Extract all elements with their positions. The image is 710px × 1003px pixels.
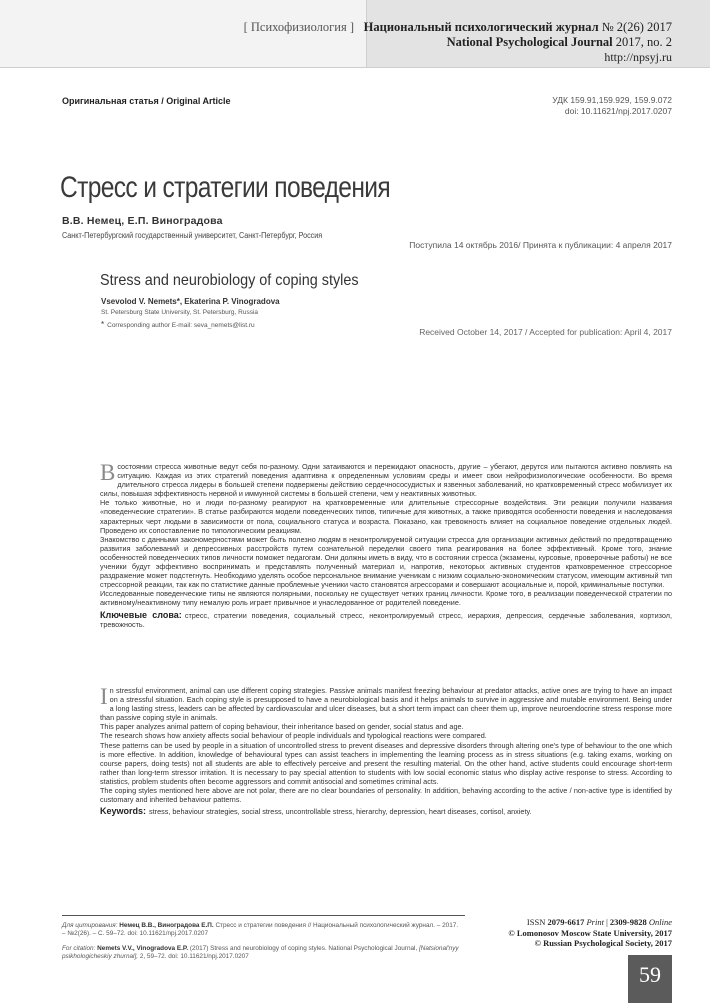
issn-copyright-block (508, 917, 672, 949)
abstract-en-p1 (100, 686, 672, 722)
issn-line: ISSN 2079-6617 Print | 2309-9828 Online (526, 917, 672, 927)
article-title-en: Stress and neurobiology of coping styles (100, 272, 359, 289)
journal-url[interactable]: http://npsyj.ru (604, 50, 672, 64)
header-right-panel (363, 0, 710, 68)
dropcap-ru: В (100, 460, 116, 485)
copyright-msu (508, 928, 672, 939)
citation-ru-label: Для цитирования: (62, 922, 118, 929)
citation-ru-authors: Немец В.В., Виноградова Е.П. (119, 922, 214, 929)
abstract-en-p5: The coping styles mentioned here above are not polar, there are no clear boundaries of personality. In addition, behaving according to the active / non-active type is identified by customary and inherited behaviour patterns. (100, 786, 672, 805)
dropcap-en: I (100, 684, 108, 709)
abstract-ru-p1-text: состоянии стресса животные ведут себя по-разному. Одни затаиваются и пережидают опасность, другие – убегают, дерутся или пытаются активно повлиять на ситуацию. Каждая из этих стратегий поведения адаптивна к определенным условиям среды и имеет свои нейрофизиологические особенности. Во время длительного стресса лидеры в большей степени подвержены действию сердечнососудистых и язвенных заболеваний, но кратковременный стресс мобилизует их силы, повышая эффективность нервной и иммунной системы в большей степени, чем у неактивных животных. (100, 462, 672, 499)
copyright-rps (508, 938, 672, 949)
affiliation-en: St. Petersburg State University, St. Petersburg, Russia (101, 309, 259, 316)
keywords-en-text: stress, behaviour strategies, social stress, uncontrollable stress, hierarchy, depression, heart diseases, cortisol, anxiety. (149, 807, 532, 817)
affiliation-ru: Санкт-Петербургский государственный университет, Санкт-Петербург, Россия (62, 231, 323, 240)
journal-issue-ru: № 2(26) 2017 (598, 20, 672, 34)
abstract-ru-p4: Исследованные поведенческие типы не являются полярными, поскольку не существует четких границ личности. Кроме того, в реализации поведенческой стратегии по активному/неактивному типу немалую роль играет привычное и унаследованное от родителей поведение. (100, 589, 672, 608)
doi[interactable]: doi: 10.11621/npj.2017.0207 (564, 105, 672, 116)
asterisk-mark: * (101, 320, 105, 329)
keywords-en-label: Keywords: (100, 806, 147, 817)
abstract-ru-p2: Не только животные, но и люди по-разному реагируют на кратковременные или длительные стрессорные воздействия. Эти реакции получили названия «поведенческие стратегии». В статье разбираются модели поведенческих типов, типичные для животных, а также приводятся особенности поведения и наследования характерных черт людьми в зависимости от пола, социального статуса и возраста. Показано, как тревожность влияет на социальное поведение отдельных людей. Проведено их сопоставление по типологическим реакциям. (100, 498, 672, 535)
issn-print: 2079-6617 (547, 917, 585, 927)
copyright-rps-text: © Russian Psychological Society, 2017 (534, 938, 672, 948)
journal-title-ru (364, 20, 672, 35)
abstract-ru (100, 462, 672, 630)
abstract-en-p1-text: n stressful environment, animal can use different coping strategies. Passive animals manifest freezing behaviour at predator attacks, active ones are trying to have an impact on a stressful situation. Each coping style is presupposed to have a neurobiological basis and it helps animals to survive in aggressive and mutable environment. Being under a long lasting stress, leaders can be affected by cardiovascular and ulcer diseases, but a short term impact can cheer them up, improve neuroendocrine stress response more than passive coping style in animals. (100, 686, 672, 723)
abstract-en (100, 686, 672, 817)
abstract-ru-p3: Знакомство с данными закономерностями может быть полезно людям в неконтролируемой ситуации стресса для организации активных действий по предотвращению развития заболеваний и депрессивных расстройств путем сознательной переделки своего типа реагирования на более эффективный. Кроме того, знание особенностей поведенческих типов личности поможет педагогам. Они должны иметь в виду, что в состоянии стресса (экзамены, курсовые, проверочные работы) не все ученики будут эффективно воспринимать и представлять полученный материал и, напротив, некоторых активных студентов кратковременное стрессорное раздражение может подстегнуть. Необходимо уделять особое персональное внимание ученикам с низким социально-экономическим статусом, имеющим активный тип стрессорной реакции, так как по статистике данные проблемные ученики часто становятся агрессорами и совершают асоциальные и, порой, криминальные поступки. (100, 534, 672, 590)
abstract-en-p3: The research shows how anxiety affects social behaviour of people individuals and typological reactions were compared. (100, 731, 487, 741)
section-label: [ Психофизиология ] (243, 20, 354, 34)
corresponding-email[interactable]: Corresponding author E-mail: seva_nemets@list.ru (107, 322, 255, 329)
copyright-msu-text: © Lomonosov Moscow State University, 2017 (508, 927, 672, 938)
udc-code: УДК 159.91,159.929, 159.9.072 (552, 95, 672, 105)
issn-print-label: Print (586, 917, 604, 927)
abstract-ru-p1 (100, 462, 672, 498)
citation-en-label: For citation: (62, 945, 96, 952)
citation-en-authors: Nemets V.V., Vinogradova E.P. (97, 945, 189, 952)
header-left-panel (0, 0, 367, 68)
citation-ru (62, 922, 462, 938)
issn-label: ISSN (526, 917, 546, 927)
journal-name-en: National Psychological Journal (446, 35, 613, 49)
abstract-en-p2: This paper analyzes animal pattern of coping behaviour, their inheritance based on gender, social status and age. (100, 722, 464, 732)
dates-en: Received October 14, 2017 / Accepted for publication: April 4, 2017 (419, 327, 672, 337)
abstract-en-p4: These patterns can be used by people in a situation of uncontrolled stress to prevent diseases and depressive disorders through altering one's type of behaviour to the one which is more effective. In addition, knowledge of behavioural types can assist teachers in implementing the learning process as in stress situations (e.g. taking exams, working on course papers, doing tests) not all students are able to effectively perceive and present the resulting material. On the other hand, active students could encourage short-term rather than long-term stressor irritation. It is necessary to pay special attention to students with low social economic status who display active response to stress. According to statistics, problem students often become aggressors and commit antisocial and sometimes criminal acts. (100, 740, 672, 786)
issn-online: 2309-9828 (609, 917, 647, 927)
keywords-ru-label: Ключевые слова: (100, 609, 182, 620)
keywords-ru-text: стресс, стратегии поведения, социальный стресс, неконтролируемый стресс, иерархия, депрессия, сердечные заболевания, кортизол, тревожность. (100, 610, 672, 629)
authors-en: Vsevolod V. Nemets*, Ekaterina P. Vinogradova (101, 297, 280, 306)
issn-online-label: Online (648, 917, 672, 927)
page-number: 59 (639, 962, 661, 987)
journal-name-ru: Национальный психологический журнал (363, 20, 599, 34)
article-type: Оригинальная статья / Original Article (62, 96, 231, 106)
journal-title-en (447, 35, 672, 50)
citation-en-tail: 2, 59–72. doi: 10.11621/npj.2017.0207 (139, 953, 249, 960)
keywords-ru (100, 611, 672, 630)
citation-en-text: (2017) Stress and neurobiology of coping styles. National Psychological Journal, (189, 945, 418, 952)
corresponding-author (101, 320, 255, 329)
citation-en (62, 945, 462, 961)
journal-issue-en: 2017, no. 2 (612, 35, 672, 49)
footer-divider (62, 915, 465, 916)
keywords-en (100, 807, 672, 817)
article-title-ru: Стресс и стратегии поведения (60, 171, 391, 204)
dates-ru: Поступила 14 октябрь 2016/ Принята к публикации: 4 апреля 2017 (409, 240, 672, 250)
page-number-box (628, 955, 672, 1003)
authors-ru: В.В. Немец, Е.П. Виноградова (62, 215, 223, 227)
udc-doi-block (552, 95, 672, 116)
citation-ru-text: Стресс и стратегии поведения // Национальный психологический журнал. – 2017. – №2(26). – С. 59–72. doi: 10.11621/npj.2017.0207 (62, 922, 459, 937)
citation-en-journal: [Natsional'nyy psikhologicheskiy zhurnal], (62, 945, 459, 960)
